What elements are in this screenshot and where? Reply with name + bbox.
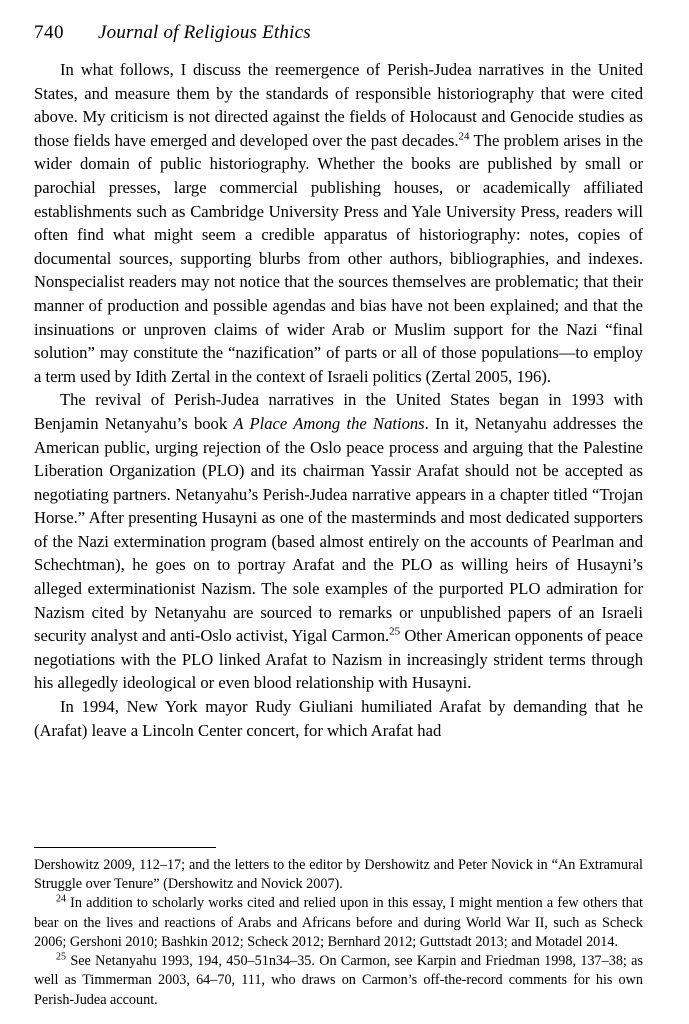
footnote: $^{25}$ See Netanyahu 1993, 194, 450–51n34–35. On Carmon, see Karpin and Friedman 1998, 137–38; as well as Timmerman 2003, 64–70, 111, who draws on Carmon’s off-the-record comments for his own Perish-Judea account. [34, 951, 643, 1008]
footnote-rule [34, 847, 216, 848]
body-paragraph: In what follows, I discuss the reemergence of Perish-Judea narratives in the United States, and measure them by the standards of responsible historiography that were cited above. My criticism is not directed against the fields of Holocaust and Genocide studies as those fields have emerged and developed over the past decades.$^{24}$ The problem arises in the wider domain of public historiography. Whether the books are published by small or parochial presses, large commercial publishing houses, or academically affiliated establishments such as Cambridge University Press and Yale University Press, readers will often find what might seem a credible apparatus of historiography: notes, copies of documental sources, supporting blurbs from other authors, bibliographies, and indexes. Nonspecialist readers may not notice that the sources themselves are problematic; that their manner of production and possible agendas and bias have not been explained; and that the insinuations or unproven claims of wider Arab or Muslim support for the Nazi “final solution” may constitute the “nazification” of parts or all of those populations—to employ a term used by Idith Zertal in the context of Israeli politics (Zertal 2005, 196). [34, 60, 643, 386]
footnote: Dershowitz 2009, 112–17; and the letters to the editor by Dershowitz and Peter Novick in “An Extramural Struggle over Tenure” (Dershowitz and Novick 2007). [34, 856, 643, 892]
page-header [0, 0, 689, 44]
body-paragraph: In 1994, New York mayor Rudy Giuliani humiliated Arafat by demanding that he (Arafat) leave a Lincoln Center concert, for which Arafat had [34, 697, 643, 740]
footnote-reference: 24 [56, 893, 66, 905]
page-number: 740 [34, 22, 64, 43]
footnote-reference: 25 [389, 625, 401, 638]
body-paragraph: The revival of Perish-Judea narratives in the United States began in 1993 with Benjamin Netanyahu’s book A Place Among the Nations. In it, Netanyahu addresses the American public, urging rejection of the Oslo peace process and arguing that the Palestine Liberation Organization (PLO) and its chairman Yassir Arafat should not be accepted as negotiating partners. Netanyahu’s Perish-Judea narrative appears in a chapter titled “Trojan Horse.” After presenting Husayni as one of the masterminds and most dedicated supporters of the Nazi extermination program (based almost entirely on the accounts of Pearlman and Schechtman), he goes on to portray Arafat and the PLO as willing heirs of Husayni’s alleged exterminationist Nazism. The sole examples of the purported PLO admiration for Nazism cited by Netanyahu are sourced to remarks or unpublished papers of an Israeli security analyst and anti-Oslo activist, Yigal Carmon.$^{25}$ Other American opponents of peace negotiations with the PLO linked Arafat to Nazism in increasingly strident terms through his allegedly ideological or even blood relationship with Husayni. [34, 390, 643, 693]
book-title: A Place Among the Nations [233, 413, 425, 433]
body-text [0, 44, 689, 742]
footnotes-area [34, 847, 643, 1010]
footnote-reference: 25 [56, 951, 66, 963]
journal-title: Journal of Religious Ethics [98, 22, 311, 43]
footnote: $^{24}$ In addition to scholarly works cited and relied upon in this essay, I might mention a few others that bear on the lives and reactions of Arabs and Africans before and during World War II, such as Scheck 2006; Gershoni 2010; Bashkin 2012; Scheck 2012; Bernhard 2012; Guttstadt 2013; and Motadel 2014. [34, 893, 643, 950]
footnote-reference: 24 [458, 130, 470, 143]
